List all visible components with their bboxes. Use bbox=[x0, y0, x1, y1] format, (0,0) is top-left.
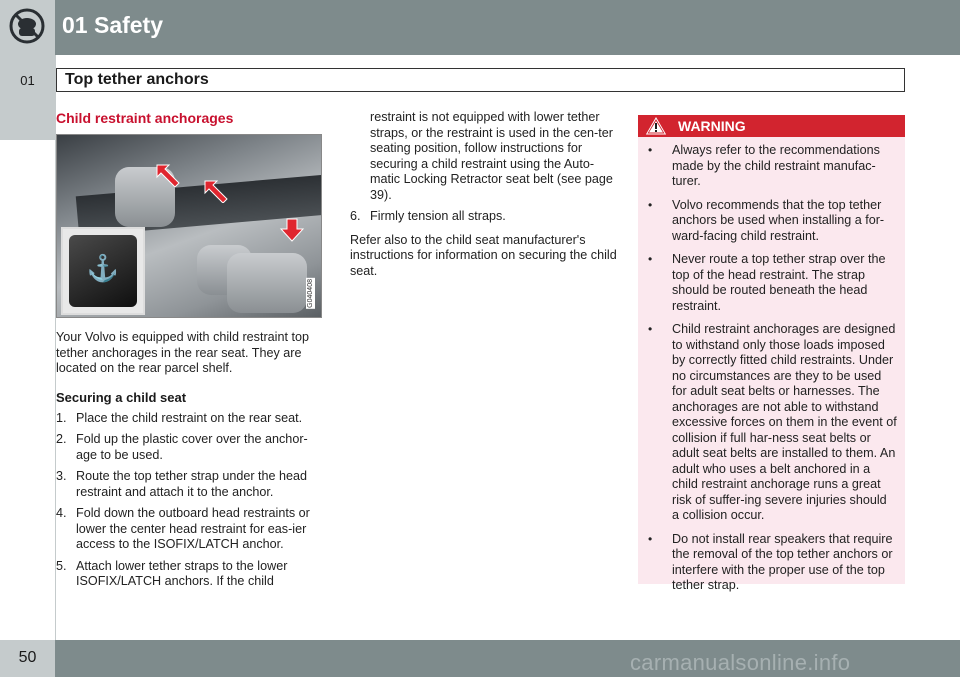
page-number: 50 bbox=[18, 649, 37, 666]
list-item: 4. Fold down the outboard head restraints or lower the center head restraint for eas-ier access to the ISOFIX/LATCH anchor. bbox=[56, 506, 310, 551]
no-smoking-seat-icon bbox=[0, 0, 55, 55]
list-item: 2. Fold up the plastic cover over the anchor-age to be used. bbox=[56, 432, 308, 462]
list-item: 1. Place the child restraint on the rear seat. bbox=[56, 410, 303, 425]
arrow-icon bbox=[203, 177, 229, 203]
rear-shelf-photo bbox=[56, 134, 322, 318]
refer-paragraph: Refer also to the child seat manufacturer's instructions for information on securing the child seat. bbox=[350, 232, 617, 278]
warning-header bbox=[638, 115, 905, 137]
list-item: 3. Route the top tether strap under the head restraint and attach it to the anchor. bbox=[56, 469, 308, 499]
warning-label: WARNING bbox=[678, 118, 746, 134]
list-item: • Child restraint anchorages are designed to withstand only those loads imposed by correctly fitted child restraints. Under no circumstances are they to be used for adult seat belts or harnesses. The anchorages are not able to withstand excessive forces on them in the event of collision if full har-ness seat belts or adult seat belts are installed to them. An adult who uses a belt anchored in a child restraint anchorage runs a great risk of suffer-ing severe injuries should a collision occur. bbox=[648, 322, 897, 522]
head-restraint-right bbox=[227, 253, 307, 313]
list-item: • Always refer to the recommendations made by the child restraint manufac-turer. bbox=[648, 143, 880, 188]
list-item: 5. Attach lower tether straps to the lower ISOFIX/LATCH anchors. If the child bbox=[56, 558, 288, 588]
warning-box bbox=[638, 115, 905, 592]
step6-number: 6. bbox=[350, 209, 361, 223]
sub-heading: Securing a child seat bbox=[56, 389, 187, 405]
anchor-cover bbox=[69, 235, 137, 307]
photo-code: G040408 bbox=[307, 279, 314, 308]
step5-continued: restraint is not equipped with lower tether straps, or the restraint is used in the cen-ter seating position, follow instructions for securing a child restraint using the Auto-matic Locking Retractor seat belt (see page 39). bbox=[370, 110, 613, 202]
step6-text: Firmly tension all straps. bbox=[370, 209, 506, 223]
list-item: • Volvo recommends that the top tether anchors be used when installing a for-ward-facing child restraint. bbox=[648, 197, 885, 243]
side-chapter-tab bbox=[0, 55, 55, 140]
list-item bbox=[350, 209, 618, 225]
warning-triangle-icon bbox=[644, 114, 668, 136]
watermark: carmanualsonline.info bbox=[630, 650, 851, 675]
steps-list bbox=[56, 411, 322, 590]
section-header bbox=[56, 68, 905, 92]
arrow-icon bbox=[155, 161, 181, 187]
logo-box bbox=[0, 0, 55, 55]
arrow-icon bbox=[279, 217, 305, 243]
warning-list bbox=[638, 137, 905, 594]
column-left bbox=[56, 110, 322, 596]
column-middle bbox=[350, 110, 618, 279]
chapter-title: 01 Safety bbox=[62, 12, 164, 38]
list-item: • Do not install rear speakers that require the removal of the top tether anchors or interfere with the proper use of the top tether strap. bbox=[648, 531, 893, 592]
child-seat-anchor-icon: ⚓ bbox=[86, 253, 120, 283]
anchor-closeup-inset bbox=[61, 227, 145, 315]
list-item: • Never route a top tether strap over the top of the head restraint. The strap should be routed beneath the head restraint. bbox=[648, 252, 886, 313]
side-tab-label: 01 bbox=[20, 73, 35, 88]
section-heading: Child restraint anchorages bbox=[56, 110, 234, 126]
section-title: Top tether anchors bbox=[65, 71, 209, 88]
intro-paragraph: Your Volvo is equipped with child restraint top tether anchorages in the rear seat. They are located on the rear parcel shelf. bbox=[56, 330, 309, 375]
